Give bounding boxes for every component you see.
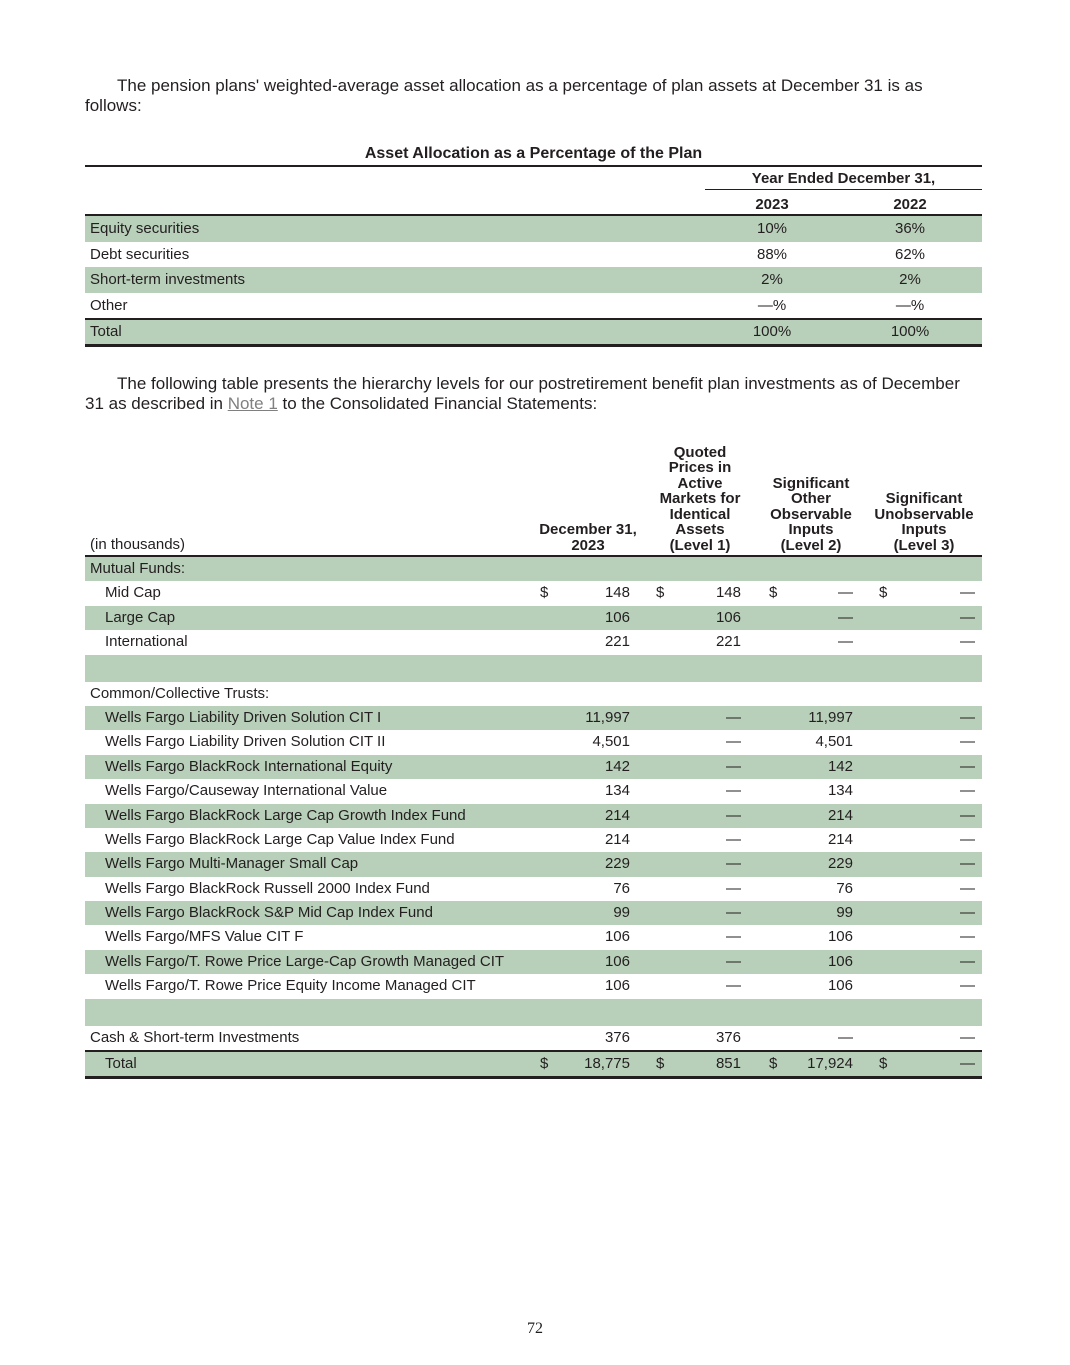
value-cell: —: [960, 977, 975, 995]
value-cell: 106: [827, 952, 853, 970]
value-cell: 214: [827, 806, 853, 824]
currency-symbol: $: [656, 1055, 665, 1073]
value-cell: 229: [827, 855, 853, 873]
row-label: International: [105, 633, 188, 651]
value-cell: —: [726, 904, 741, 922]
value-cell: 106: [604, 608, 630, 626]
row-label: Mutual Funds:: [90, 560, 186, 577]
value-cell: —: [960, 830, 975, 848]
table-row: [85, 630, 982, 654]
row-label: Wells Fargo BlackRock Large Cap Value Index Fund: [105, 830, 455, 848]
table-row: [85, 706, 982, 730]
allocation-cell: —%: [895, 296, 925, 314]
currency-symbol: $: [540, 1055, 549, 1073]
value-cell: 134: [604, 782, 630, 800]
table-row: [85, 804, 982, 828]
value-cell: 214: [827, 830, 853, 848]
hierarchy-col-header: December 31, 2023: [539, 521, 637, 554]
row-label: Wells Fargo/Causeway International Value: [105, 782, 388, 800]
value-cell: 142: [604, 757, 630, 775]
hierarchy-col-header: Quoted Prices in Active Markets for Identical Assets (Level 1): [659, 443, 741, 554]
value-cell: —: [960, 608, 975, 626]
currency-symbol: $: [656, 584, 665, 602]
row-label: Wells Fargo BlackRock S&P Mid Cap Index Fund: [105, 904, 433, 922]
currency-symbol: $: [540, 584, 549, 602]
row-label: Wells Fargo BlackRock Russell 2000 Index Fund: [105, 879, 430, 897]
value-cell: 106: [604, 977, 630, 995]
value-cell: 106: [827, 928, 853, 946]
currency-symbol: $: [769, 584, 778, 602]
value-cell: 221: [715, 633, 741, 651]
value-cell: 148: [715, 584, 741, 602]
table-row: [85, 779, 982, 803]
hierarchy-table-body: [85, 557, 982, 1079]
row-label: Mid Cap: [105, 584, 161, 602]
row-label: Wells Fargo/MFS Value CIT F: [105, 928, 304, 946]
hierarchy-total-row: [85, 1050, 982, 1079]
value-cell: 4,501: [815, 733, 853, 751]
table-row: [85, 974, 982, 998]
allocation-title-rule: [85, 165, 982, 167]
hierarchy-intro-paragraph: [85, 374, 982, 414]
value-cell: 214: [604, 830, 630, 848]
allocation-row: [85, 267, 982, 293]
allocation-intro-text: The pension plans' weighted-average asset allocation as a percentage of plan assets at December 31 is as follows:: [85, 76, 923, 115]
row-label: Total: [105, 1055, 137, 1073]
value-cell: 142: [827, 757, 853, 775]
currency-symbol: $: [879, 584, 888, 602]
allocation-cell: —%: [757, 296, 787, 314]
value-cell: —: [960, 733, 975, 751]
value-cell: —: [726, 733, 741, 751]
allocation-row: [85, 293, 982, 319]
value-cell: —: [960, 633, 975, 651]
value-cell: —: [960, 757, 975, 775]
value-cell: —: [960, 904, 975, 922]
allocation-row: [85, 216, 982, 242]
row-label: Wells Fargo Multi-Manager Small Cap: [105, 855, 359, 873]
value-cell: 376: [715, 1028, 741, 1046]
hierarchy-intro-text-end: to the Consolidated Financial Statements:: [277, 394, 598, 413]
allocation-intro-paragraph: [85, 76, 982, 116]
value-cell: 214: [604, 806, 630, 824]
value-cell: —: [960, 584, 975, 602]
allocation-table-title: Asset Allocation as a Percentage of the Plan: [364, 145, 703, 162]
value-cell: 76: [613, 879, 630, 897]
allocation-cell: 2%: [761, 271, 783, 289]
value-cell: 99: [613, 904, 630, 922]
value-cell: 851: [715, 1055, 741, 1073]
table-row: [85, 901, 982, 925]
table-row: [85, 606, 982, 630]
row-label: Wells Fargo/T. Rowe Price Large-Cap Growth Managed CIT: [105, 952, 505, 970]
value-cell: —: [838, 1028, 853, 1046]
value-cell: —: [960, 855, 975, 873]
allocation-cell: 100%: [890, 323, 930, 341]
value-cell: —: [726, 855, 741, 873]
table-row: [85, 950, 982, 974]
allocation-col-2022: 2022: [893, 196, 927, 213]
hierarchy-intro-text: The following table presents the hierarchy levels for our postretirement benefit plan investments as of December 31 as described in: [85, 374, 960, 413]
row-label: Wells Fargo Liability Driven Solution CIT I: [105, 708, 382, 726]
value-cell: —: [960, 1055, 975, 1073]
row-label: Common/Collective Trusts:: [90, 684, 270, 702]
hierarchy-col-header: Significant Unobservable Inputs (Level 3): [874, 490, 974, 554]
value-cell: —: [726, 782, 741, 800]
value-cell: —: [838, 608, 853, 626]
allocation-row-label: Debt securities: [90, 245, 190, 263]
value-cell: 148: [604, 584, 630, 602]
value-cell: —: [726, 708, 741, 726]
note-1-link[interactable]: Note 1: [227, 394, 278, 413]
table-row: [85, 925, 982, 949]
row-label: Wells Fargo BlackRock Large Cap Growth Index Fund: [105, 806, 466, 824]
allocation-row-label: Short-term investments: [90, 271, 246, 289]
row-label: Wells Fargo Liability Driven Solution CIT II: [105, 733, 386, 751]
allocation-cell: 36%: [894, 220, 926, 237]
value-cell: 18,775: [584, 1055, 630, 1073]
value-cell: 106: [604, 928, 630, 946]
value-cell: 134: [827, 782, 853, 800]
table-row: [85, 581, 982, 605]
value-cell: 229: [604, 855, 630, 873]
allocation-table-body: [85, 216, 982, 347]
allocation-col-2023: 2023: [755, 196, 789, 213]
value-cell: —: [726, 879, 741, 897]
spacer-row: [85, 655, 982, 682]
currency-symbol: $: [879, 1055, 888, 1073]
row-label: Cash & Short-term Investments: [90, 1028, 300, 1046]
value-cell: 106: [827, 977, 853, 995]
allocation-row-label: Total: [90, 323, 122, 341]
value-cell: —: [838, 584, 853, 602]
row-label: Large Cap: [105, 608, 176, 626]
table-row: [85, 877, 982, 901]
page-number: 72: [527, 1320, 543, 1337]
value-cell: —: [838, 633, 853, 651]
value-cell: 11,997: [808, 708, 853, 726]
table-row: [85, 557, 982, 581]
allocation-row-label: Equity securities: [90, 220, 200, 237]
allocation-period-rule: [705, 189, 982, 190]
value-cell: —: [960, 1028, 975, 1046]
value-cell: —: [960, 806, 975, 824]
hierarchy-unit-label: (in thousands): [90, 536, 186, 553]
allocation-total-row: [85, 318, 982, 347]
value-cell: 221: [604, 633, 630, 651]
value-cell: 11,997: [585, 708, 630, 726]
allocation-cell: 2%: [899, 271, 921, 289]
allocation-row-label: Other: [90, 296, 128, 314]
value-cell: 376: [604, 1028, 630, 1046]
table-row: [85, 852, 982, 876]
hierarchy-col-header: Significant Other Observable Inputs (Level 2): [770, 474, 852, 554]
value-cell: —: [960, 952, 975, 970]
value-cell: —: [726, 977, 741, 995]
currency-symbol: $: [769, 1055, 778, 1073]
value-cell: —: [726, 928, 741, 946]
allocation-row: [85, 242, 982, 268]
value-cell: —: [960, 879, 975, 897]
table-row: [85, 682, 982, 706]
table-row: [85, 1026, 982, 1050]
value-cell: 76: [836, 879, 853, 897]
value-cell: —: [726, 806, 741, 824]
value-cell: 106: [715, 608, 741, 626]
allocation-cell: 88%: [756, 245, 788, 263]
allocation-period-header: Year Ended December 31,: [751, 170, 936, 187]
allocation-cell: 10%: [756, 220, 788, 237]
value-cell: —: [960, 928, 975, 946]
value-cell: —: [726, 757, 741, 775]
table-row: [85, 730, 982, 754]
value-cell: 99: [836, 904, 853, 922]
allocation-cell: 100%: [752, 323, 792, 341]
row-label: Wells Fargo/T. Rowe Price Equity Income Managed CIT: [105, 977, 476, 995]
row-label: Wells Fargo BlackRock International Equity: [105, 757, 393, 775]
value-cell: —: [960, 782, 975, 800]
spacer-row: [85, 999, 982, 1026]
allocation-cell: 62%: [894, 245, 926, 263]
value-cell: —: [960, 708, 975, 726]
value-cell: —: [726, 952, 741, 970]
table-row: [85, 828, 982, 852]
value-cell: 17,924: [807, 1055, 853, 1073]
value-cell: 106: [604, 952, 630, 970]
value-cell: —: [726, 830, 741, 848]
value-cell: 4,501: [592, 733, 630, 751]
table-row: [85, 755, 982, 779]
